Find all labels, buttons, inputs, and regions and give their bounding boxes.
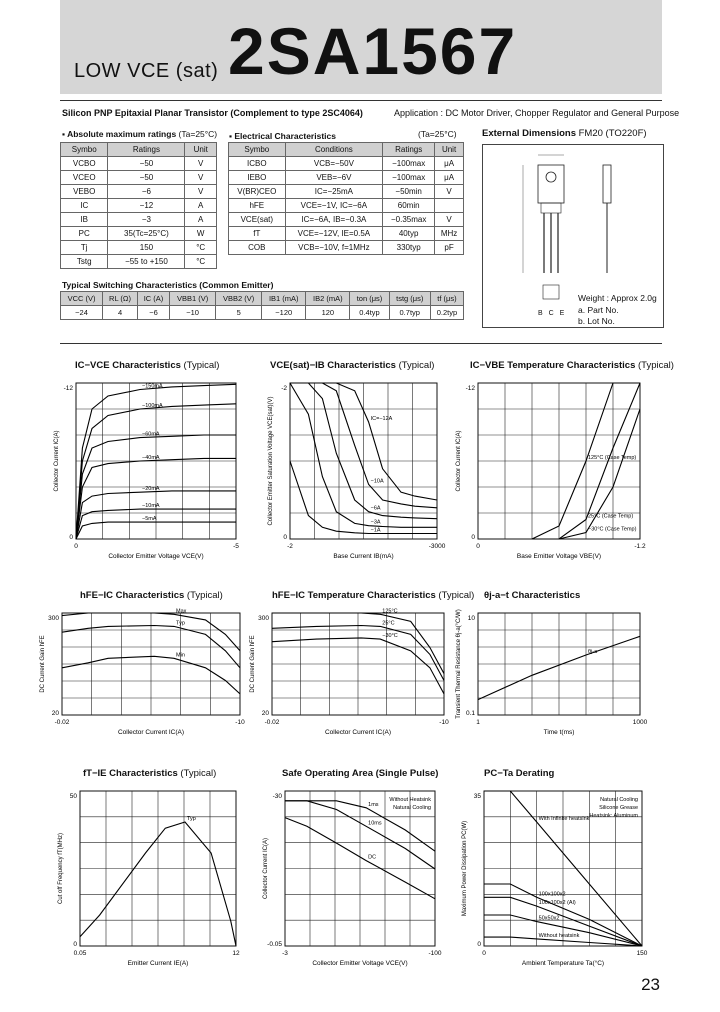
chart-title-suffix: Characteristics — [324, 360, 396, 371]
chart-title-8 — [282, 768, 438, 779]
series-label: IC=−12A — [370, 416, 393, 422]
ext-part-no: a. Part No. — [578, 305, 619, 315]
page-number: 23 — [641, 975, 660, 994]
y-axis-label: Cut off Frequency fT(MHz) — [58, 833, 64, 904]
series-label: −30°C (Case Temp) — [588, 526, 637, 533]
y-axis-label: Collector Emitter Saturation Voltage VCE(sat)(V) — [268, 396, 274, 526]
series-label: −40mA — [142, 455, 160, 461]
abs-max-table: Symbo Ratings Unit VCBO −50 V VCEO −50 V VEBO −6 V IC −12 A IB −3 A PC 35(Tc=25°C) W Tj 150 °C Tstg −55 to +150 °C — [60, 142, 217, 269]
chart-title-4 — [80, 590, 223, 601]
y-axis-label: Collector Current IC(A) — [263, 837, 269, 900]
chart-svg-6 — [448, 609, 650, 739]
chart-title-3 — [470, 360, 674, 371]
chart-annotation: Natural Cooling — [393, 805, 431, 811]
x-tick-label: 1 — [476, 719, 480, 726]
chart-annotation: Heatsink: Aluminum — [589, 813, 638, 819]
x-axis-label: Emitter Current IE(A) — [127, 960, 189, 967]
chart-title-9 — [484, 768, 554, 779]
elec-title: ▪ Electrical Characteristics — [229, 131, 336, 141]
x-tick-label: 1000 — [632, 719, 648, 726]
series-label: −1A — [370, 527, 381, 534]
x-tick-label: -0.02 — [54, 719, 70, 726]
chart-svg-8 — [255, 791, 445, 970]
x-tick-label: -3000 — [428, 543, 446, 550]
chart-title-2 — [270, 360, 434, 371]
y-tick-label: 20 — [261, 710, 269, 717]
chart-title-suffix: Characteristics — [508, 590, 581, 601]
elec-table: Symbo Conditions Ratings Unit ICBO VCB=−50V −100max μA IEBO VEB=−6V −100max μA V(BR)CEO IC=−25mA −50min V hFE VCE=−1V, IC=−6A 60min VCE(sat) IC=−6A, IB=−0.3A −0.35max V fT VCE=−12V, IE=0.5A 40typ MHz COB VCB=−10V, f=1MHz 330typ pF — [228, 142, 464, 255]
device-subtitle: LOW VCE (sat) — [74, 60, 219, 82]
x-axis-label: Base Current IB(mA) — [333, 553, 394, 560]
series-label: 100x100x2 (Al) — [538, 900, 576, 907]
y-axis-label: Transient Thermal Resistance θj-a(°C/W) — [456, 609, 462, 719]
chart-title-suffix: Derating — [513, 768, 555, 779]
chart-annotation: Silicone Grease — [599, 805, 638, 811]
chart-title-tag: (Typical) — [635, 360, 674, 371]
chart-title-main: IC−VBE — [470, 360, 505, 371]
y-tick-label: 0 — [73, 941, 77, 948]
y-tick-label: 0 — [283, 534, 287, 541]
series-label: DC — [368, 854, 377, 861]
x-tick-label: -2 — [287, 543, 293, 550]
x-tick-label: 0.05 — [73, 950, 87, 957]
series-label: Typ — [186, 816, 196, 822]
chart-title-main: fT−IE — [83, 768, 107, 779]
chart-svg-4 — [32, 608, 250, 739]
chart-title-5 — [272, 590, 474, 601]
chart-svg-7 — [50, 791, 246, 970]
chart-title-main: VCE(sat)−IB — [270, 360, 325, 371]
series-label: With Infinite heatsink — [538, 816, 590, 822]
series-label: Max — [176, 608, 187, 615]
x-axis-label: Time t(ms) — [543, 729, 575, 736]
x-axis-label: Collector Current IC(A) — [324, 729, 392, 736]
series-label: 100x100x2 — [538, 891, 566, 898]
part-number: 2SA1567 — [228, 14, 518, 88]
x-tick-label: 0 — [74, 543, 78, 550]
chart-title-tag: (Typical) — [180, 360, 220, 371]
chart-title-suffix: (Single Pulse) — [372, 768, 439, 779]
series-label: −20mA — [142, 486, 160, 493]
series-label: −30°C — [382, 633, 398, 640]
series-label: 125°C (Case Temp) — [588, 455, 637, 461]
x-tick-label: 0 — [482, 950, 486, 957]
y-tick-label: 20 — [51, 710, 59, 717]
y-axis-label: Collector Current IC(A) — [456, 430, 462, 492]
chart-title-main: hFE−IC — [80, 590, 113, 601]
x-tick-label: -10 — [439, 719, 449, 726]
y-tick-label: 300 — [258, 615, 269, 622]
y-tick-label: 50 — [69, 793, 77, 800]
elec-cond: (Ta=25°C) — [418, 129, 457, 139]
y-tick-label: 10 — [467, 615, 475, 622]
series-label: 1ms — [368, 801, 379, 808]
ext-weight: Weight : Approx 2.0g — [578, 293, 657, 303]
abs-max-title: ▪ Absolute maximum ratings (Ta=25°C) — [62, 129, 218, 139]
x-axis-label: Collector Emitter Voltage VCE(V) — [108, 553, 204, 560]
chart-svg-1 — [46, 383, 246, 563]
chart-title-tag: (Typical) — [435, 590, 475, 601]
x-axis-label: Collector Current IC(A) — [117, 729, 185, 736]
chart-svg-9 — [454, 791, 652, 970]
x-tick-label: 12 — [232, 950, 240, 957]
x-tick-label: 150 — [636, 950, 648, 957]
chart-title-tag: (Typical) — [395, 360, 435, 371]
series-label: −150mA — [142, 383, 163, 390]
x-tick-label: -3 — [282, 950, 288, 957]
chart-annotation: Natural Cooling — [600, 797, 638, 803]
series-label: 25°C (Case Temp) — [588, 513, 634, 520]
chart-title-6 — [484, 590, 580, 601]
series-label: 50x50x2 — [538, 915, 560, 922]
chart-title-suffix: Temperature Characteristics — [504, 360, 636, 371]
series-label: Typ — [176, 620, 185, 627]
chart-title-7 — [83, 768, 216, 779]
series-label: Without heatsink — [538, 932, 580, 939]
y-tick-label: -2 — [281, 385, 287, 392]
ext-lot-no: b. Lot No. — [578, 316, 615, 326]
device-description: Silicon PNP Epitaxial Planar Transistor (Complement to type 2SC4064) — [62, 108, 363, 118]
series-label: −10A — [370, 478, 384, 485]
y-tick-label: -12 — [63, 385, 73, 392]
y-tick-label: 0 — [477, 941, 481, 948]
x-tick-label: 0 — [476, 543, 480, 550]
series-label: Min — [176, 652, 185, 659]
y-axis-label: DC Current Gain hFE — [250, 635, 256, 693]
chart-title-suffix: Characteristics — [106, 768, 178, 779]
y-tick-label: -0.05 — [267, 941, 282, 948]
switching-title: Typical Switching Characteristics (Common Emitter) — [62, 280, 274, 290]
chart-svg-3 — [448, 383, 650, 563]
x-axis-label: Base Emitter Voltage VBE(V) — [516, 553, 602, 560]
chart-title-main: IC−VCE — [75, 360, 110, 371]
chart-title-suffix: Characteristics — [113, 590, 185, 601]
section-divider — [60, 343, 662, 344]
x-tick-label: -5 — [233, 543, 239, 550]
chart-title-main: Safe Operating Area — [282, 768, 373, 779]
series-label: 125°C — [382, 608, 398, 615]
y-tick-label: 0.1 — [465, 710, 475, 717]
y-axis-label: DC Current Gain hFE — [40, 635, 46, 693]
x-axis-label: Ambient Temperature Ta(°C) — [521, 960, 605, 967]
y-tick-label: 300 — [48, 615, 59, 622]
chart-annotation: Without Heatsink — [389, 797, 431, 803]
y-axis-label: Maximum Power Dissipation PC(W) — [462, 820, 468, 917]
chart-title-tag: (Typical) — [184, 590, 223, 601]
x-tick-label: -100 — [428, 950, 442, 957]
application-text: Application : DC Motor Driver, Chopper Regulator and General Purpose — [394, 108, 680, 118]
header-divider — [60, 100, 662, 101]
ext-pins: B C E — [538, 310, 567, 317]
series-label: −10mA — [142, 503, 160, 510]
series-label: −100mA — [142, 403, 163, 409]
chart-svg-5 — [242, 608, 454, 739]
y-tick-label: 0 — [471, 534, 475, 541]
chart-title-tag: (Typical) — [177, 768, 217, 779]
y-tick-label: -12 — [465, 385, 475, 392]
series-label: 10ms — [368, 820, 382, 827]
x-tick-label: -0.02 — [264, 719, 280, 726]
series-label: −5mA — [142, 516, 157, 523]
y-tick-label: -30 — [272, 793, 282, 800]
x-tick-label: -1.2 — [634, 543, 646, 550]
y-axis-label: Collector Current IC(A) — [54, 430, 60, 492]
chart-title-main: hFE−IC — [272, 590, 305, 601]
series-label: −6A — [370, 505, 381, 512]
switching-table: VCC (V) RL (Ω) IC (A) VBB1 (V) VBB2 (V) IB1 (mA) IB2 (mA) ton (μs) tstg (μs) tf (μs) −24 4 −6 −10 5 −120 120 0.4typ 0.7typ 0.2typ — [60, 291, 464, 320]
x-tick-label: -10 — [235, 719, 245, 726]
x-axis-label: Collector Emitter Voltage VCE(V) — [312, 960, 408, 967]
chart-title-main: PC−Ta — [484, 768, 514, 779]
chart-title-1 — [75, 360, 219, 371]
chart-title-suffix: Characteristics — [109, 360, 181, 371]
series-label: −3A — [370, 519, 381, 526]
series-label: θj-a — [588, 649, 598, 656]
chart-svg-2 — [260, 383, 447, 563]
series-label: 25°C — [382, 620, 395, 627]
ext-title: External Dimensions FM20 (TO220F) — [482, 128, 647, 139]
series-label: −60mA — [142, 431, 160, 438]
y-tick-label: 0 — [69, 534, 73, 541]
chart-title-suffix: Temperature Characteristics — [305, 590, 436, 601]
y-tick-label: 35 — [473, 793, 481, 800]
chart-title-main: θj-a−t — [484, 590, 509, 601]
